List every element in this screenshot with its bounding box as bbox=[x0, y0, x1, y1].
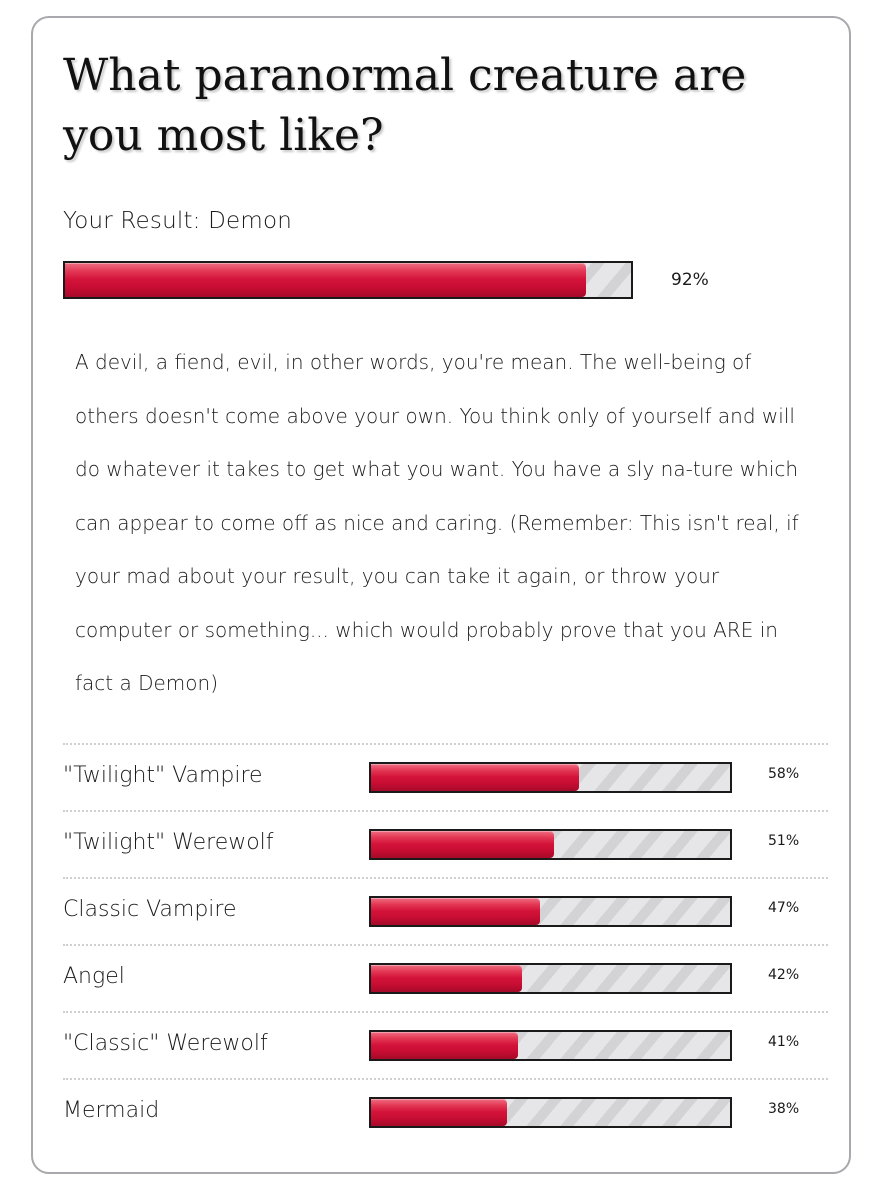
result-row-classic-werewolf bbox=[63, 1011, 828, 1078]
result-row-fill bbox=[371, 965, 522, 992]
result-row-bar bbox=[369, 829, 732, 860]
result-row-bar bbox=[369, 1030, 732, 1061]
result-row-percent: 38% bbox=[768, 1101, 800, 1117]
result-row-bar bbox=[369, 762, 732, 793]
result-progress-bar bbox=[63, 261, 633, 299]
result-row-classic-vampire bbox=[63, 877, 828, 944]
result-row-percent: 47% bbox=[768, 900, 800, 916]
result-row-mermaid bbox=[63, 1078, 828, 1145]
result-row-label: Mermaid bbox=[63, 1098, 160, 1123]
result-percent: 92% bbox=[671, 270, 709, 290]
other-results-list bbox=[63, 743, 828, 1145]
result-row-bar bbox=[369, 1097, 732, 1128]
result-description: A devil, a fiend, evil, in other words, you're mean. The well-being of others doesn't come above your own. You think only of yourself and will do whatever it takes to get what you want. You have a sly na-ture which can appear to come off as nice and caring. (Remember: This isn't real, if your mad about your result, you can take it again, or throw your computer or something... which would probably prove that you ARE in fact a Demon) bbox=[75, 350, 799, 695]
result-row-percent: 51% bbox=[768, 833, 800, 849]
result-row-twilight-werewolf bbox=[63, 810, 828, 877]
result-row-angel bbox=[63, 944, 828, 1011]
result-row-label: "Twilight" Werewolf bbox=[63, 830, 274, 855]
result-row-label: "Classic" Werewolf bbox=[63, 1031, 268, 1056]
result-label: Your Result: Demon bbox=[63, 208, 293, 234]
result-row-fill bbox=[371, 764, 579, 791]
result-row-label: Angel bbox=[63, 964, 125, 989]
result-row-fill bbox=[371, 1099, 507, 1126]
result-row-bar bbox=[369, 963, 732, 994]
result-row-bar bbox=[369, 896, 732, 927]
result-row-percent: 41% bbox=[768, 1034, 800, 1050]
result-progress-fill bbox=[65, 263, 586, 297]
result-row-label: Classic Vampire bbox=[63, 897, 237, 922]
result-row-label: "Twilight" Vampire bbox=[63, 763, 263, 788]
result-row-fill bbox=[371, 1032, 518, 1059]
result-row-percent: 42% bbox=[768, 967, 800, 983]
result-row-fill bbox=[371, 831, 554, 858]
quiz-title: What paranormal creature are you most like? bbox=[63, 50, 747, 161]
quiz-result-card bbox=[31, 16, 851, 1174]
result-row-twilight-vampire bbox=[63, 743, 828, 810]
result-row-fill bbox=[371, 898, 540, 925]
result-row-percent: 58% bbox=[768, 766, 800, 782]
